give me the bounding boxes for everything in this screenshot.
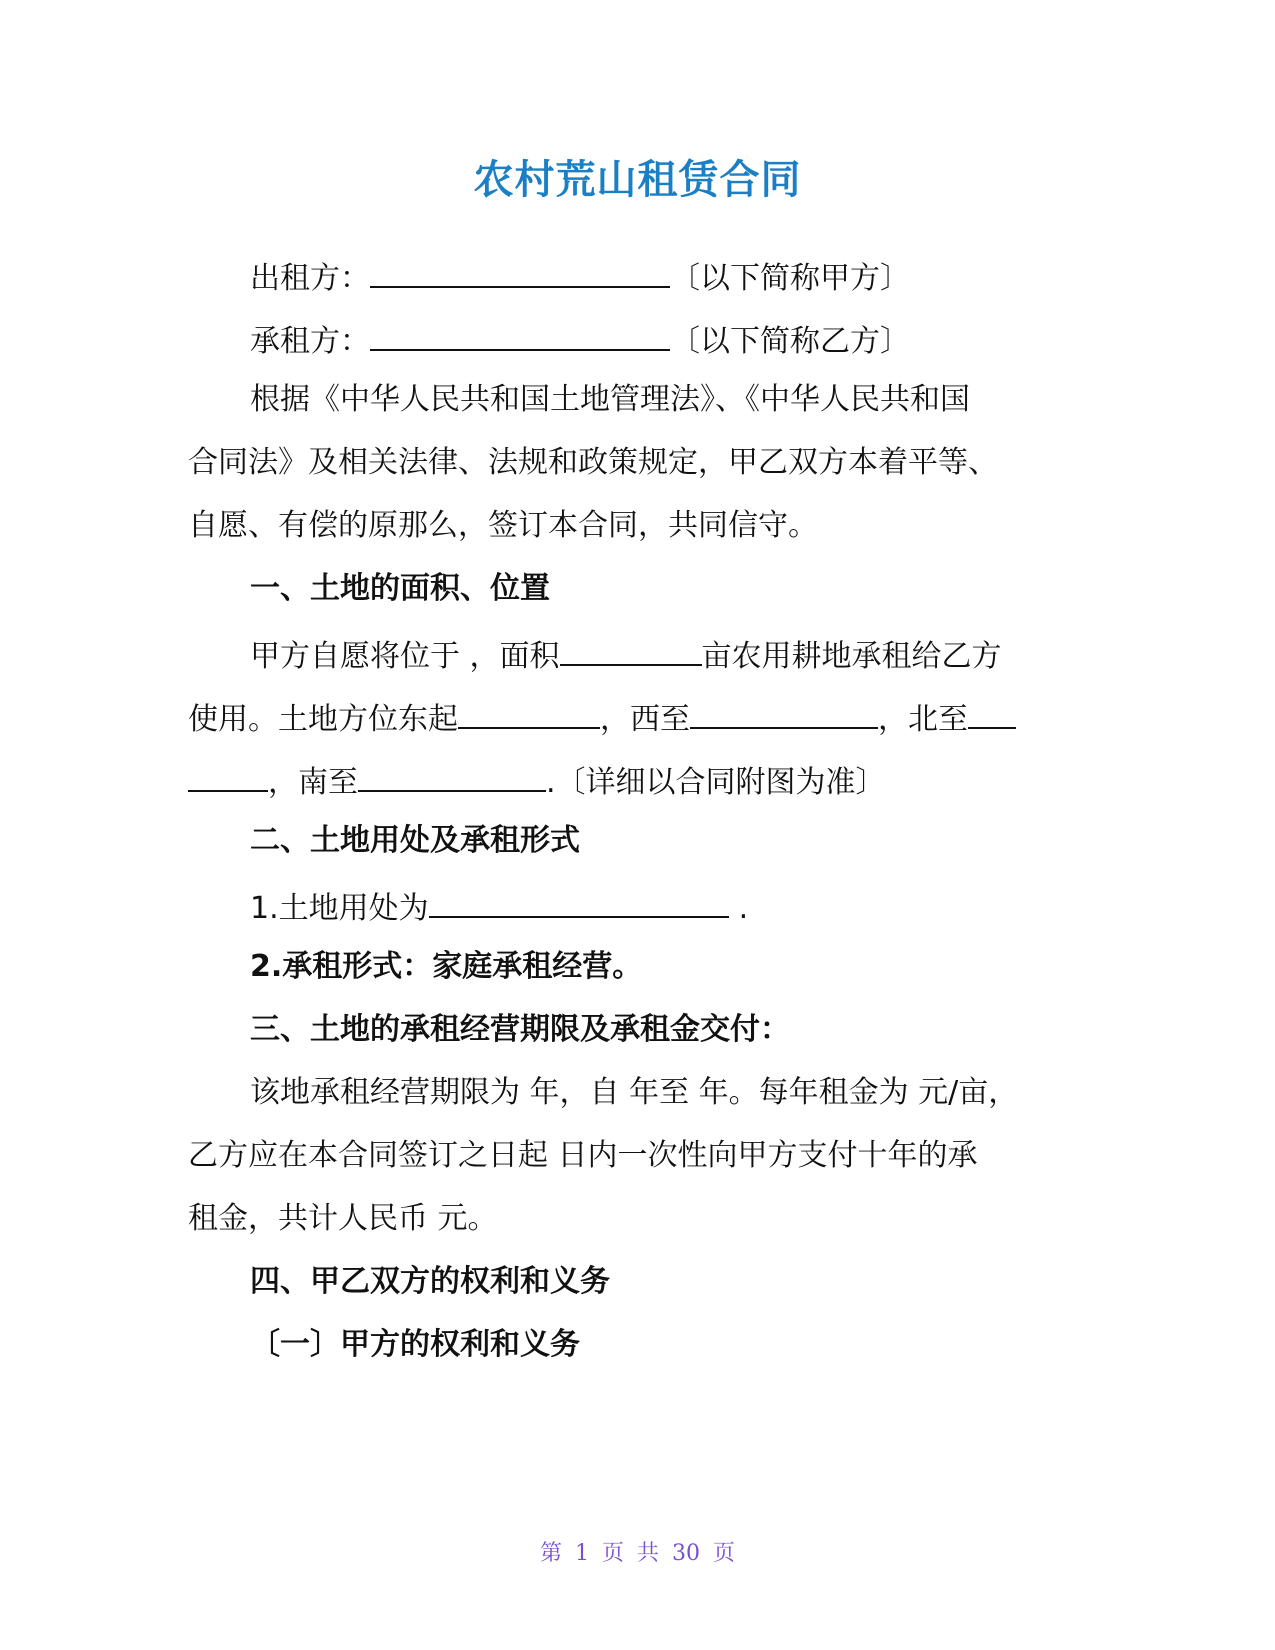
section1-line-3 <box>188 758 886 803</box>
section1-l3-text-a: ，南至 <box>268 765 358 800</box>
south-blank <box>358 758 546 792</box>
section3-line-2: 乙方应在本合同签订之日起 日内一次性向甲方支付十年的承 <box>188 1138 978 1173</box>
document-title: 农村荒山租赁合同 <box>473 157 802 203</box>
section1-l2-text-b: ，西至 <box>600 702 690 737</box>
lessee-label: 承租方： <box>250 324 370 359</box>
north-blank-part1 <box>968 695 1016 729</box>
section1-l2-text-a: 使用。土地方位东起 <box>188 702 458 737</box>
land-use-blank <box>429 884 729 918</box>
section2-item-2: 2.承租形式：家庭承租经营。 <box>250 949 643 984</box>
section1-l2-text-c: ，北至 <box>878 702 968 737</box>
lessor-blank <box>370 254 670 288</box>
east-blank <box>458 695 600 729</box>
section1-l1-text-b: 亩农用耕地承租给乙方 <box>701 639 1002 674</box>
north-blank-part2 <box>188 758 268 792</box>
land-use-label: 1.土地用处为 <box>250 891 429 926</box>
section3-line-3: 租金，共计人民币 元。 <box>188 1201 498 1236</box>
lessee-suffix: 〔以下简称乙方〕 <box>670 324 910 359</box>
page-footer: 第 1 页 共 30 页 <box>540 1541 735 1566</box>
section2-heading: 二、土地用处及承租形式 <box>250 823 580 858</box>
lessor-suffix: 〔以下简称甲方〕 <box>670 261 910 296</box>
section3-line-1: 该地承租经营期限为 年，自 年至 年。每年租金为 元/亩， <box>250 1075 1019 1110</box>
section2-item-1 <box>250 884 748 929</box>
preamble-line-2: 合同法》及相关法律、法规和政策规定，甲乙双方本着平等、 <box>188 445 998 480</box>
section1-line-2 <box>188 695 1016 740</box>
lessor-label: 出租方： <box>250 261 370 296</box>
lessee-line <box>250 317 910 362</box>
west-blank <box>690 695 878 729</box>
lessee-blank <box>370 317 670 351</box>
lessor-line <box>250 254 910 299</box>
section4-sub1: 〔一〕甲方的权利和义务 <box>250 1327 580 1362</box>
preamble-line-3: 自愿、有偿的原那么，签订本合同，共同信守。 <box>188 508 818 543</box>
area-blank <box>560 632 702 666</box>
section4-heading: 四、甲乙双方的权利和义务 <box>250 1264 610 1299</box>
land-use-period: . <box>738 891 749 926</box>
section1-line-1 <box>250 632 1002 677</box>
section1-l1-text-a: 甲方自愿将位于 ，面积 <box>250 639 560 674</box>
section1-l3-text-b: .〔详细以合同附图为准〕 <box>546 765 886 800</box>
section3-heading: 三、土地的承租经营期限及承租金交付： <box>250 1012 790 1047</box>
preamble-line-1: 根据《中华人民共和国土地管理法》、《中华人民共和国 <box>250 382 970 417</box>
section1-heading: 一、土地的面积、位置 <box>250 571 550 606</box>
